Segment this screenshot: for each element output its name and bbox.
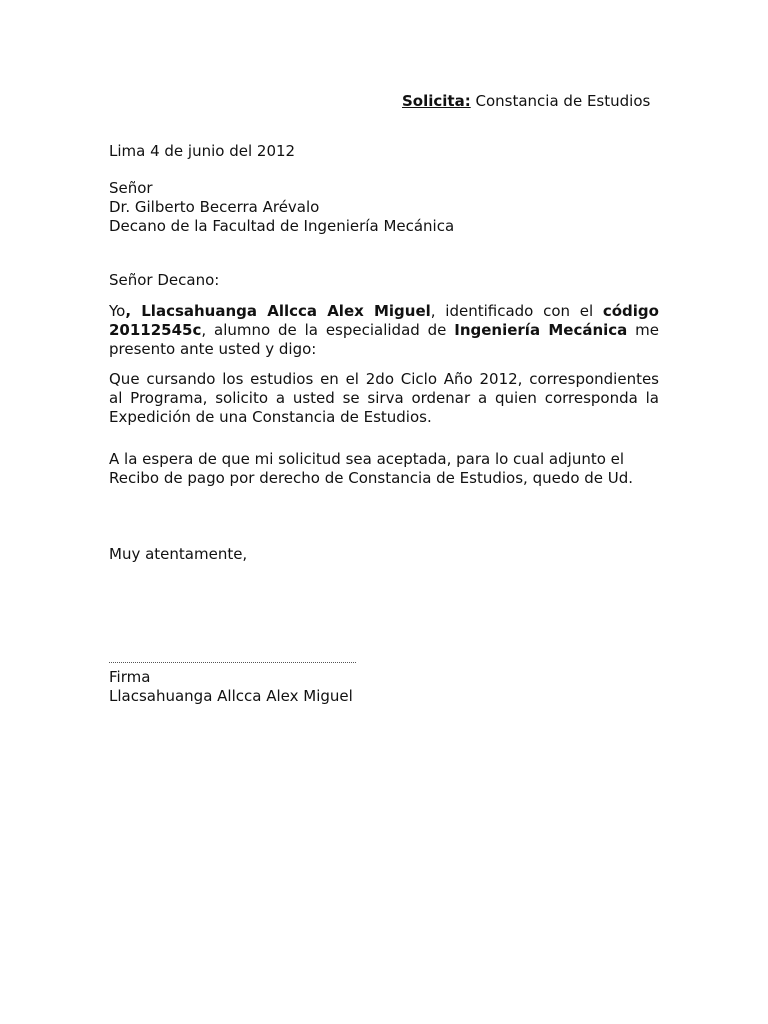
recipient-position: Decano de la Facultad de Ingeniería Mecánica xyxy=(109,217,455,235)
paragraph-line xyxy=(109,321,659,340)
student-name: , Llacsahuanga Allcca Alex Miguel xyxy=(125,302,431,320)
text-run: me xyxy=(627,321,659,339)
subject-value: Constancia de Estudios xyxy=(475,92,651,110)
recipient-name: Dr. Gilberto Becerra Arévalo xyxy=(109,198,320,216)
paragraph-identification xyxy=(109,302,659,359)
paragraph-line: A la espera de que mi solicitud sea aceptada, para lo cual adjunto el xyxy=(109,450,625,468)
signature-label: Firma xyxy=(109,668,151,686)
subject-line xyxy=(402,92,650,111)
paragraph-request xyxy=(109,370,659,427)
signature-line xyxy=(109,662,356,663)
paragraph-line: presento ante usted y digo: xyxy=(109,340,317,358)
code-label: código xyxy=(602,302,659,320)
closing: Muy atentamente, xyxy=(109,545,248,563)
text-run: , alumno de la especialidad de xyxy=(201,321,455,339)
subject-label: Solicita: xyxy=(402,92,471,110)
paragraph-line xyxy=(109,302,659,321)
text-run: Yo xyxy=(109,302,126,320)
student-code: 20112545c xyxy=(109,321,202,339)
paragraph-line: Que cursando los estudios en el 2do Ciclo Año 2012, correspondientes xyxy=(109,370,659,388)
text-run: , identificado con el xyxy=(430,302,603,320)
greeting: Señor Decano: xyxy=(109,271,220,289)
paragraph-line: Recibo de pago por derecho de Constancia de Estudios, quedo de Ud. xyxy=(109,469,634,487)
specialty-name: Ingeniería Mecánica xyxy=(454,321,628,339)
paragraph-line: Expedición de una Constancia de Estudios. xyxy=(109,408,432,426)
paragraph-attachment xyxy=(109,450,659,488)
date-line: Lima 4 de junio del 2012 xyxy=(109,142,296,160)
signature-name: Llacsahuanga Allcca Alex Miguel xyxy=(109,687,353,705)
paragraph-line: al Programa, solicito a usted se sirva ordenar a quien corresponda la xyxy=(109,389,659,407)
recipient-title: Señor xyxy=(109,179,153,197)
